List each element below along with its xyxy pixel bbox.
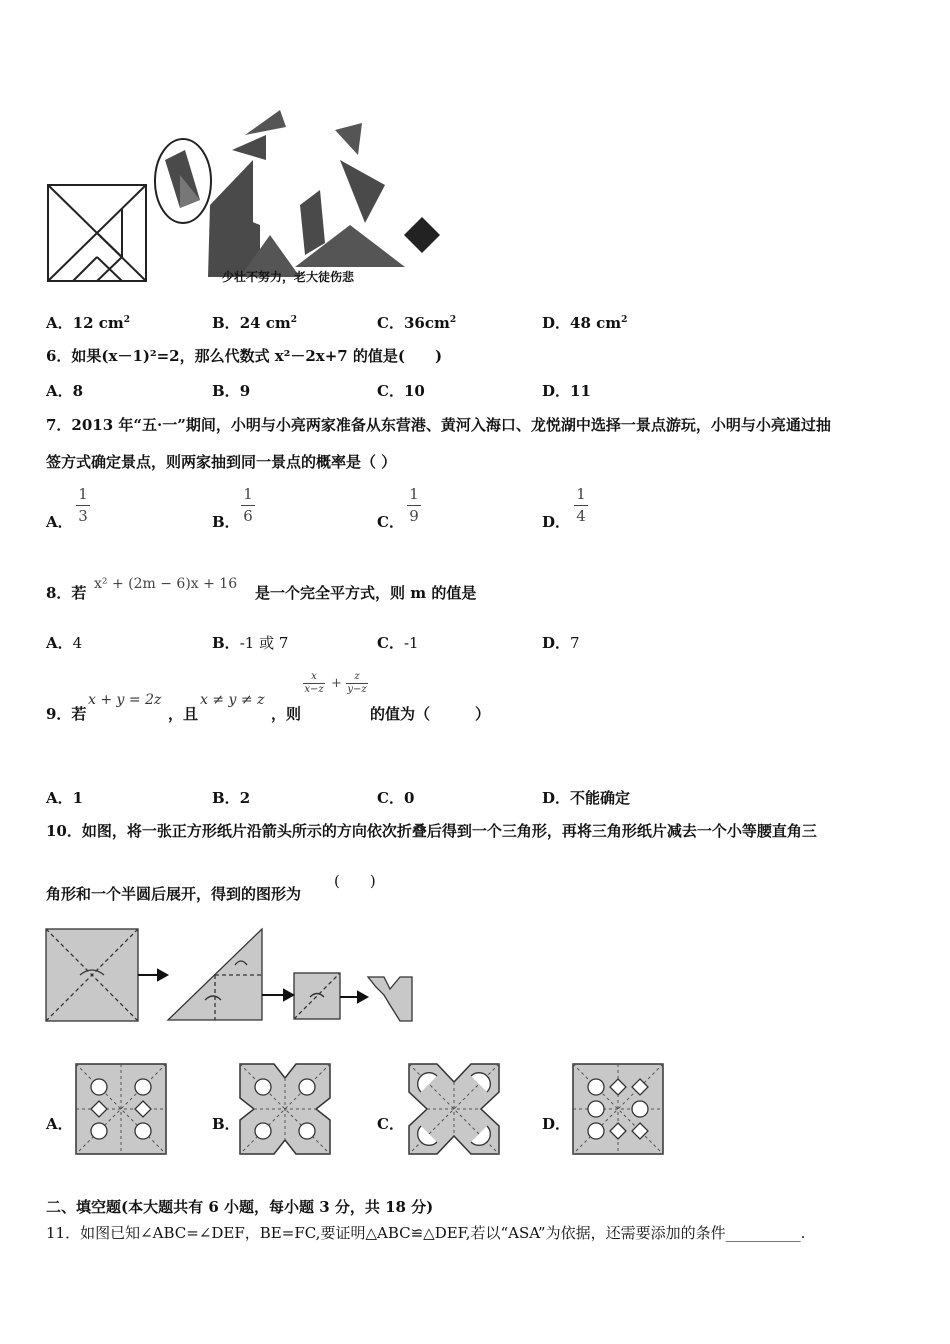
q8-suffix: 是一个完全平方式，则 m 的值是 [255,584,477,602]
q9-mid2: ，则 [271,705,302,723]
q7-stem-line2: 签方式确定景点，则两家抽到同一景点的概率是（ ） [46,453,397,471]
q9-fraction-1: x x−z [304,671,324,695]
q10-option-d[interactable]: D． [542,1115,571,1133]
q7-fraction-b: 1 6 [241,487,255,524]
q7-option-d[interactable]: D． [542,513,571,531]
q9-option-d[interactable]: D．不能确定 [542,789,631,807]
q7-stem-line1: 7．2013 年“五·一”期间，小明与小亮两家准备从东营港、黄河入海口、龙悦湖中选择一景点游玩，小明与小亮通过抽 [46,416,831,434]
q9-suffix: 的值为（ ） [370,705,491,723]
q8-option-d[interactable]: D．7 [542,634,580,652]
q9-mid: ，且 [168,705,199,723]
q8-option-c[interactable]: C．-1 [377,634,419,652]
q7-fraction-d: 1 4 [574,487,588,524]
q10-figure-b[interactable] [238,1062,333,1157]
q7-option-a[interactable]: A． [46,513,73,531]
q9-fraction-2: z y−z [347,671,367,695]
q7-option-b[interactable]: B． [212,513,240,531]
q5-option-a[interactable]: A．12 $cm^2$ [46,314,131,332]
q6-stem: 6．如果(x－1)²=2，那么代数式 x²－2x+7 的值是( ) [46,347,443,365]
q10-figure-d[interactable] [571,1062,666,1157]
tangram-caption: 少壮不努力，老大徒伤悲 [222,270,355,284]
q8-option-a[interactable]: A．4 [46,634,83,652]
q7-fraction-c: 1 9 [407,487,421,524]
q10-option-c[interactable]: C． [377,1115,404,1133]
folding-sequence-figure [40,925,420,1025]
q10-paren: ( ) [334,872,376,890]
q10-figure-c[interactable] [407,1062,502,1157]
q5-option-b[interactable]: B．24 $cm^2$ [212,314,298,332]
q9-prefix: 9．若 [46,705,87,723]
tangram-figure [40,105,450,295]
q10-option-b[interactable]: B． [212,1115,240,1133]
q10-figure-a[interactable] [74,1062,169,1157]
q5-option-c[interactable]: C．$36cm^2$ [377,314,457,332]
q9-condition-2: x ≠ y ≠ z [200,692,265,708]
q7-fraction-a: 1 3 [76,487,90,524]
q10-option-a[interactable]: A． [46,1115,73,1133]
section-2-heading: 二、填空题(本大题共有 6 小题，每小题 3 分，共 18 分) [46,1198,434,1216]
q6-option-a[interactable]: A．8 [46,382,84,400]
q9-condition-1: x + y = 2z [88,692,162,708]
q9-option-c[interactable]: C．0 [377,789,415,807]
q6-option-b[interactable]: B．9 [212,382,251,400]
q10-stem-line1: 10．如图，将一张正方形纸片沿箭头所示的方向依次折叠后得到一个三角形，再将三角形纸片减去一个小等腰直角三 [46,822,817,840]
q9-option-a[interactable]: A．1 [46,789,84,807]
q6-option-c[interactable]: C．10 [377,382,425,400]
q9-option-b[interactable]: B．2 [212,789,251,807]
q8-expression: x² + (2m − 6)x + 16 [94,576,238,592]
q10-stem-line2: 角形和一个半圆后展开，得到的图形为 [46,885,302,903]
q7-option-c[interactable]: C． [377,513,404,531]
q9-plus: + [331,676,342,691]
q11-stem: 11．如图已知∠ABC=∠DEF，BE=FC,要证明△ABC≌△DEF,若以“ASA”为依据，还需要添加的条件__________. [46,1224,806,1242]
q6-option-d[interactable]: D．11 [542,382,591,400]
q5-option-d[interactable]: D．48 $cm^2$ [542,314,628,332]
q8-prefix: 8．若 [46,584,87,602]
q8-option-b[interactable]: B．-1 或 7 [212,634,289,652]
tangram-square [48,185,146,281]
